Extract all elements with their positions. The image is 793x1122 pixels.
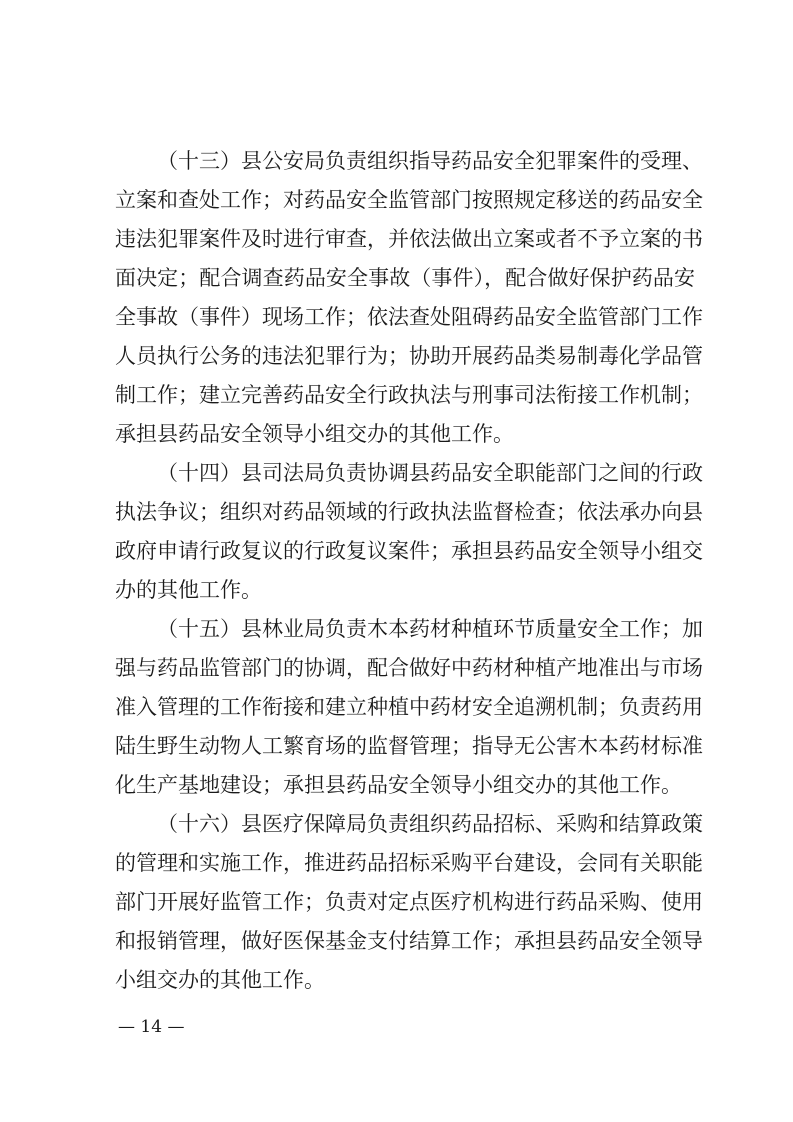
paragraph-line: 办的其他工作。 xyxy=(115,578,262,602)
paragraph-line: （十五）县林业局负责木本药材种植环节质量安全工作；加 xyxy=(157,617,703,641)
paragraph-line: 和报销管理，做好医保基金支付结算工作；承担县药品安全领导 xyxy=(115,929,703,953)
paragraph-line: 小组交办的其他工作。 xyxy=(115,968,325,992)
paragraph-line: 陆生野生动物人工繁育场的监督管理；指导无公害木本药材标准 xyxy=(115,734,703,758)
paragraph-line: （十六）县医疗保障局负责组织药品招标、采购和结算政策 xyxy=(157,812,703,836)
paragraph-line: 立案和查处工作；对药品安全监管部门按照规定移送的药品安全 xyxy=(115,188,703,212)
paragraph-line: 面决定；配合调查药品安全事故（事件），配合做好保护药品安 xyxy=(115,266,695,290)
paragraph-line: （十四）县司法局负责协调县药品安全职能部门之间的行政 xyxy=(157,461,703,485)
paragraph-line: 的管理和实施工作，推进药品招标采购平台建设，会同有关职能 xyxy=(115,851,703,875)
paragraph-line: 执法争议；组织对药品领域的行政执法监督检查；依法承办向县 xyxy=(115,500,703,524)
page-number: — 14 — xyxy=(118,1017,185,1037)
paragraph-line: 部门开展好监管工作；负责对定点医疗机构进行药品采购、使用 xyxy=(115,890,703,914)
paragraph-line: 化生产基地建设；承担县药品安全领导小组交办的其他工作。 xyxy=(115,773,682,797)
paragraph-line: 违法犯罪案件及时进行审查，并依法做出立案或者不予立案的书 xyxy=(115,227,703,251)
paragraph-line: 全事故（事件）现场工作；依法查处阻碍药品安全监管部门工作 xyxy=(115,305,703,329)
paragraph-line: 人员执行公务的违法犯罪行为；协助开展药品类易制毒化学品管 xyxy=(115,344,703,368)
paragraph-line: 制工作；建立完善药品安全行政执法与刑事司法衔接工作机制； xyxy=(115,383,703,407)
paragraph-line: （十三）县公安局负责组织指导药品安全犯罪案件的受理、 xyxy=(157,149,703,173)
paragraph-line: 承担县药品安全领导小组交办的其他工作。 xyxy=(115,422,514,446)
paragraph-line: 强与药品监管部门的协调，配合做好中药材种植产地准出与市场 xyxy=(115,656,703,680)
paragraph-line: 政府申请行政复议的行政复议案件；承担县药品安全领导小组交 xyxy=(115,539,703,563)
paragraph-line: 准入管理的工作衔接和建立种植中药材安全追溯机制；负责药用 xyxy=(115,695,703,719)
